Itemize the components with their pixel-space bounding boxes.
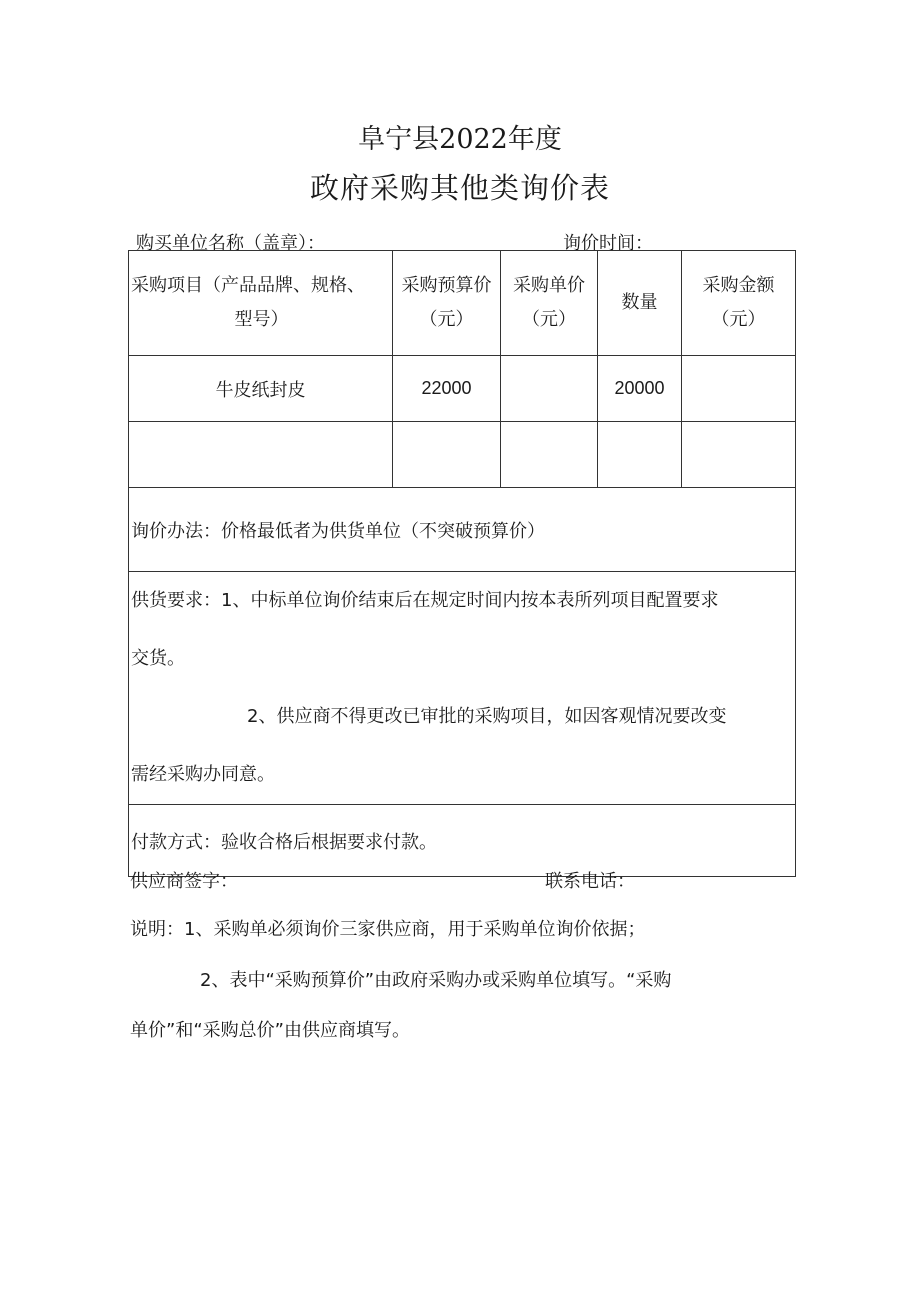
header-item-line1: 采购项目（产品品牌、规格、	[131, 275, 365, 296]
note-1: 说明：1、采购单必须询价三家供应商，用于采购单位询价依据；	[130, 919, 646, 940]
header-budget	[393, 251, 501, 356]
cell-item	[129, 422, 393, 488]
supply-line-2a: 2、供应商不得更改已审批的采购项目，如因客观情况要改变	[247, 706, 727, 727]
cell-item: 牛皮纸封皮	[129, 356, 393, 422]
page-title-line1: 阜宁县2022年度	[358, 124, 562, 155]
header-budget-line1: 采购预算价	[401, 275, 492, 296]
table-row	[129, 356, 796, 422]
header-quantity: 数量	[598, 251, 682, 356]
method-row	[129, 488, 796, 572]
note-2b: 单价”和“采购总价”由供应商填写。	[130, 1020, 410, 1041]
cell-quantity: 20000	[598, 356, 682, 422]
phone-label: 联系电话：	[545, 871, 635, 892]
cell-unit-price	[501, 356, 598, 422]
supply-line-1b: 交货。	[131, 648, 185, 669]
supply-requirements	[129, 572, 796, 805]
header-unit-price	[501, 251, 598, 356]
header-unit-price-line2: （元）	[522, 309, 576, 330]
header-amount	[682, 251, 796, 356]
header-row	[129, 251, 796, 356]
supply-line-2b: 需经采购办同意。	[131, 764, 275, 785]
cell-budget: 22000	[393, 356, 501, 422]
payment-row	[129, 805, 796, 877]
buyer-label: 购买单位名称（盖章）：	[136, 233, 325, 254]
header-amount-line1: 采购金额	[702, 275, 775, 296]
payment-method: 付款方式：验收合格后根据要求付款。	[129, 805, 796, 877]
inquiry-method: 询价办法：价格最低者为供货单位（不突破预算价）	[129, 488, 796, 572]
note-2a: 2、表中“采购预算价”由政府采购办或采购单位填写。“采购	[200, 970, 672, 991]
page-title-line2: 政府采购其他类询价表	[309, 171, 610, 205]
supplier-sign-label: 供应商签字：	[130, 871, 238, 892]
supply-line-1a: 供货要求：1、中标单位询价结束后在规定时间内按本表所列项目配置要求	[131, 590, 719, 611]
cell-amount	[682, 356, 796, 422]
inquiry-table	[128, 250, 796, 877]
supply-row	[129, 572, 796, 805]
cell-amount	[682, 422, 796, 488]
header-item-line2: 型号）	[234, 309, 289, 330]
table-row	[129, 422, 796, 488]
cell-unit-price	[501, 422, 598, 488]
header-item	[129, 251, 393, 356]
header-budget-line2: （元）	[419, 309, 474, 330]
inquiry-time-label: 询价时间：	[563, 233, 653, 254]
cell-quantity	[598, 422, 682, 488]
header-unit-price-line1: 采购单价	[513, 275, 585, 296]
header-amount-line2: （元）	[711, 309, 766, 330]
cell-budget	[393, 422, 501, 488]
